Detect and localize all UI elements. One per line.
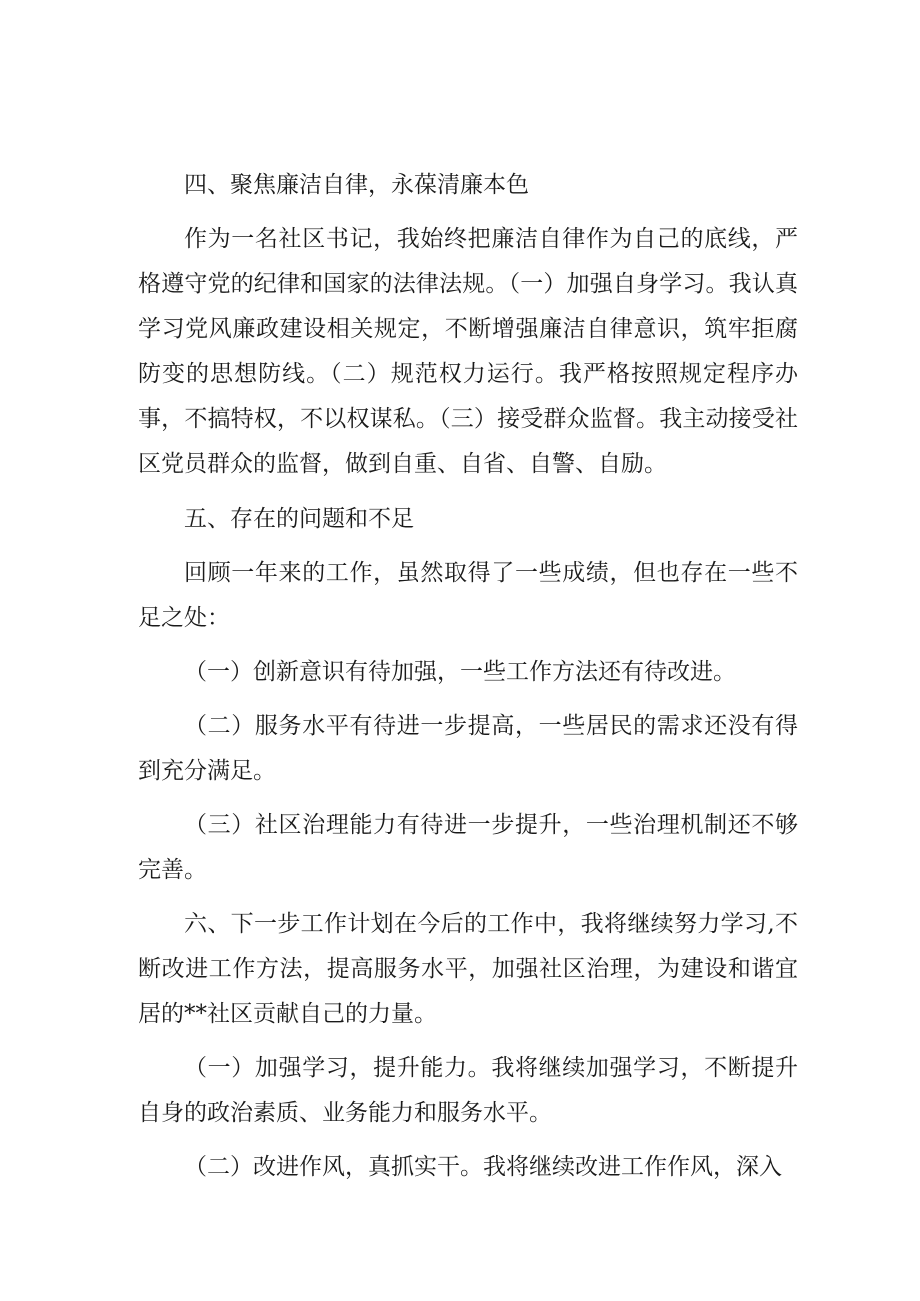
paragraph-integrity: 作为一名社区书记，我始终把廉洁自律作为自己的底线，严格遵守党的纪律和国家的法律法规。（一）加强自身学习。我认真学习党风廉政建设相关规定，不断增强廉洁自律意识，筑牢拒腐防变的思想防线。（二）规范权力运行。我严格按照规定程序办事，不搞特权，不以权谋私。（三）接受群众监督。我主动接受社区党员群众的监督，做到自重、自省、自警、自励。 bbox=[138, 226, 798, 477]
heading-section-6: 六、下一步工作计划在今后的工作中，我将继续努力学习,不断改进工作方法，提高服务水平，加强社区治理，为建设和谐宜居的**社区贡献自己的力量。 bbox=[138, 911, 798, 1027]
heading-section-4: 四、聚焦廉洁自律，永葆清廉本色 bbox=[184, 172, 529, 198]
document-body bbox=[138, 163, 798, 1190]
list-item-shortcoming-3: （三）社区治理能力有待进一步提升，一些治理机制还不够完善。 bbox=[138, 812, 798, 883]
list-item-shortcoming-2: （二）服务水平有待进一步提高，一些居民的需求还没有得到充分满足。 bbox=[138, 713, 798, 784]
list-item-plan-2: （二）改进作风，真抓实干。我将继续改进工作作风，深入 bbox=[184, 1154, 782, 1180]
paragraph-review: 回顾一年来的工作，虽然取得了一些成绩，但也存在一些不足之处： bbox=[138, 560, 798, 631]
list-item-plan-1: （一）加强学习，提升能力。我将继续加强学习，不断提升自身的政治素质、业务能力和服务水平。 bbox=[138, 1055, 798, 1126]
heading-section-5: 五、存在的问题和不足 bbox=[184, 506, 414, 532]
list-item-shortcoming-1: （一）创新意识有待加强，一些工作方法还有待改进。 bbox=[184, 659, 736, 685]
